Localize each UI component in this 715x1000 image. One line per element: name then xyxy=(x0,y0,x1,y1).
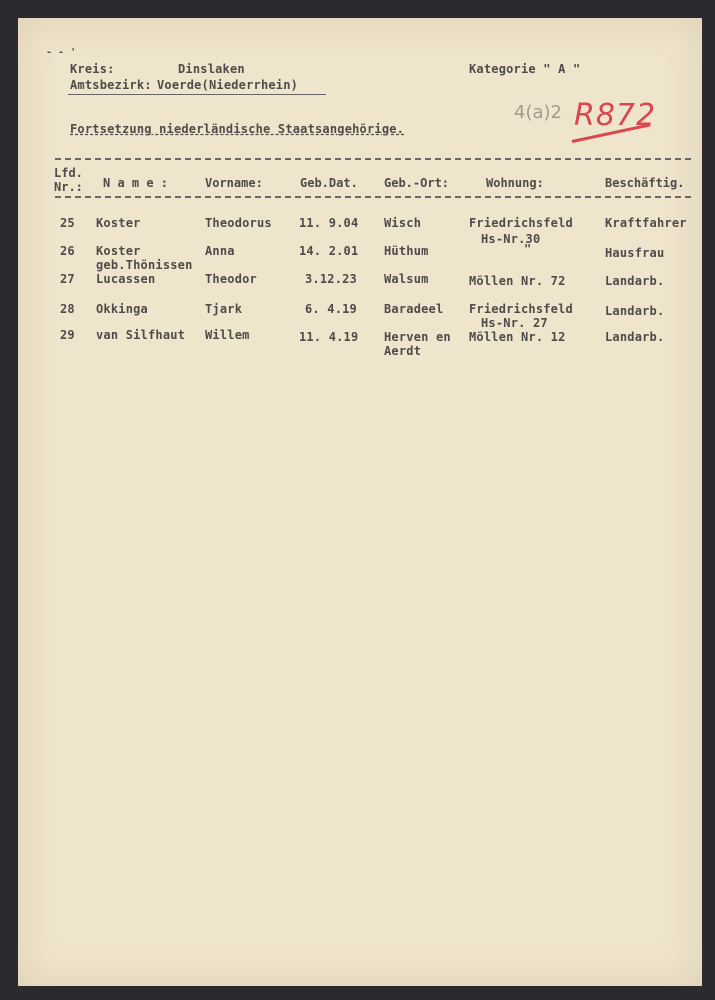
row-vorname: Willem xyxy=(205,328,250,342)
row-nr: 29 xyxy=(60,328,75,342)
row-vorname: Tjark xyxy=(205,302,243,316)
row-wohnung: Möllen Nr. 72 xyxy=(469,274,566,288)
row-wohnung-line2: Hs-Nr. 27 xyxy=(481,316,548,330)
row-geb-ort: Herven en xyxy=(384,330,451,344)
kategorie-label: Kategorie " A " xyxy=(469,62,581,76)
row-wohnung: Friedrichsfeld xyxy=(469,216,573,230)
col-geb-dat: Geb.Dat. xyxy=(300,176,358,190)
row-name-line2: geb.Thönissen xyxy=(96,258,193,272)
row-wohnung-line2: Hs-Nr.30 xyxy=(481,232,541,246)
row-geb-ort: Walsum xyxy=(384,272,429,286)
document-page xyxy=(18,18,702,986)
table-top-rule xyxy=(55,158,691,160)
row-name: Okkinga xyxy=(96,302,148,316)
row-beruf: Landarb. xyxy=(605,304,665,318)
row-vorname: Theodorus xyxy=(205,216,272,230)
row-geb-ort: Baradeel xyxy=(384,302,444,316)
col-name: N a m e : xyxy=(103,176,169,190)
row-nr: 27 xyxy=(60,272,75,286)
col-lfd-line1: Lfd. xyxy=(54,166,83,180)
kreis-label: Kreis: xyxy=(70,62,115,76)
table-header-rule xyxy=(55,196,691,198)
row-nr: 25 xyxy=(60,216,75,230)
row-nr: 26 xyxy=(60,244,75,258)
amtsbezirk-label: Amtsbezirk: xyxy=(70,78,152,92)
col-vorname: Vorname: xyxy=(205,176,263,190)
col-wohnung: Wohnung: xyxy=(486,176,544,190)
row-beruf: Landarb. xyxy=(605,274,665,288)
col-lfd-line2: Nr.: xyxy=(54,180,83,194)
col-beschaeftigung: Beschäftig. xyxy=(605,176,685,190)
row-beruf: Hausfrau xyxy=(605,246,665,260)
amtsbezirk-value: Voerde(Niederrhein) xyxy=(157,78,299,92)
row-wohnung: Möllen Nr. 12 xyxy=(469,330,566,344)
row-vorname: Anna xyxy=(205,244,235,258)
row-geb-dat: 11. 9.04 xyxy=(299,216,359,230)
row-wohnung: Friedrichsfeld xyxy=(469,302,573,316)
row-beruf: Landarb. xyxy=(605,330,665,344)
corner-mark: - - ' xyxy=(46,47,77,58)
archive-red-mark: R872 xyxy=(574,98,657,133)
row-geb-dat: 6. 4.19 xyxy=(305,302,357,316)
pencil-note: 4(a)2 xyxy=(514,102,562,123)
row-beruf: Kraftfahrer xyxy=(605,216,687,230)
row-geb-ort-line2: Aerdt xyxy=(384,344,422,358)
row-geb-dat: 14. 2.01 xyxy=(299,244,359,258)
row-geb-ort: Wisch xyxy=(384,216,422,230)
row-name: van Silfhaut xyxy=(96,328,186,342)
row-geb-ort: Hüthum xyxy=(384,244,429,258)
row-geb-dat: 11. 4.19 xyxy=(299,330,359,344)
row-geb-dat: 3.12.23 xyxy=(305,272,357,286)
row-wohnung: " xyxy=(524,242,532,256)
row-name: Lucassen xyxy=(96,272,156,286)
page-title: Fortsetzung niederländische Staatsangehörige. xyxy=(70,122,405,136)
row-name: Koster xyxy=(96,244,141,258)
kreis-value: Dinslaken xyxy=(178,62,245,76)
header-underline xyxy=(68,94,326,95)
row-nr: 28 xyxy=(60,302,75,316)
row-name: Koster xyxy=(96,216,141,230)
col-geb-ort: Geb.-Ort: xyxy=(384,176,450,190)
row-vorname: Theodor xyxy=(205,272,257,286)
